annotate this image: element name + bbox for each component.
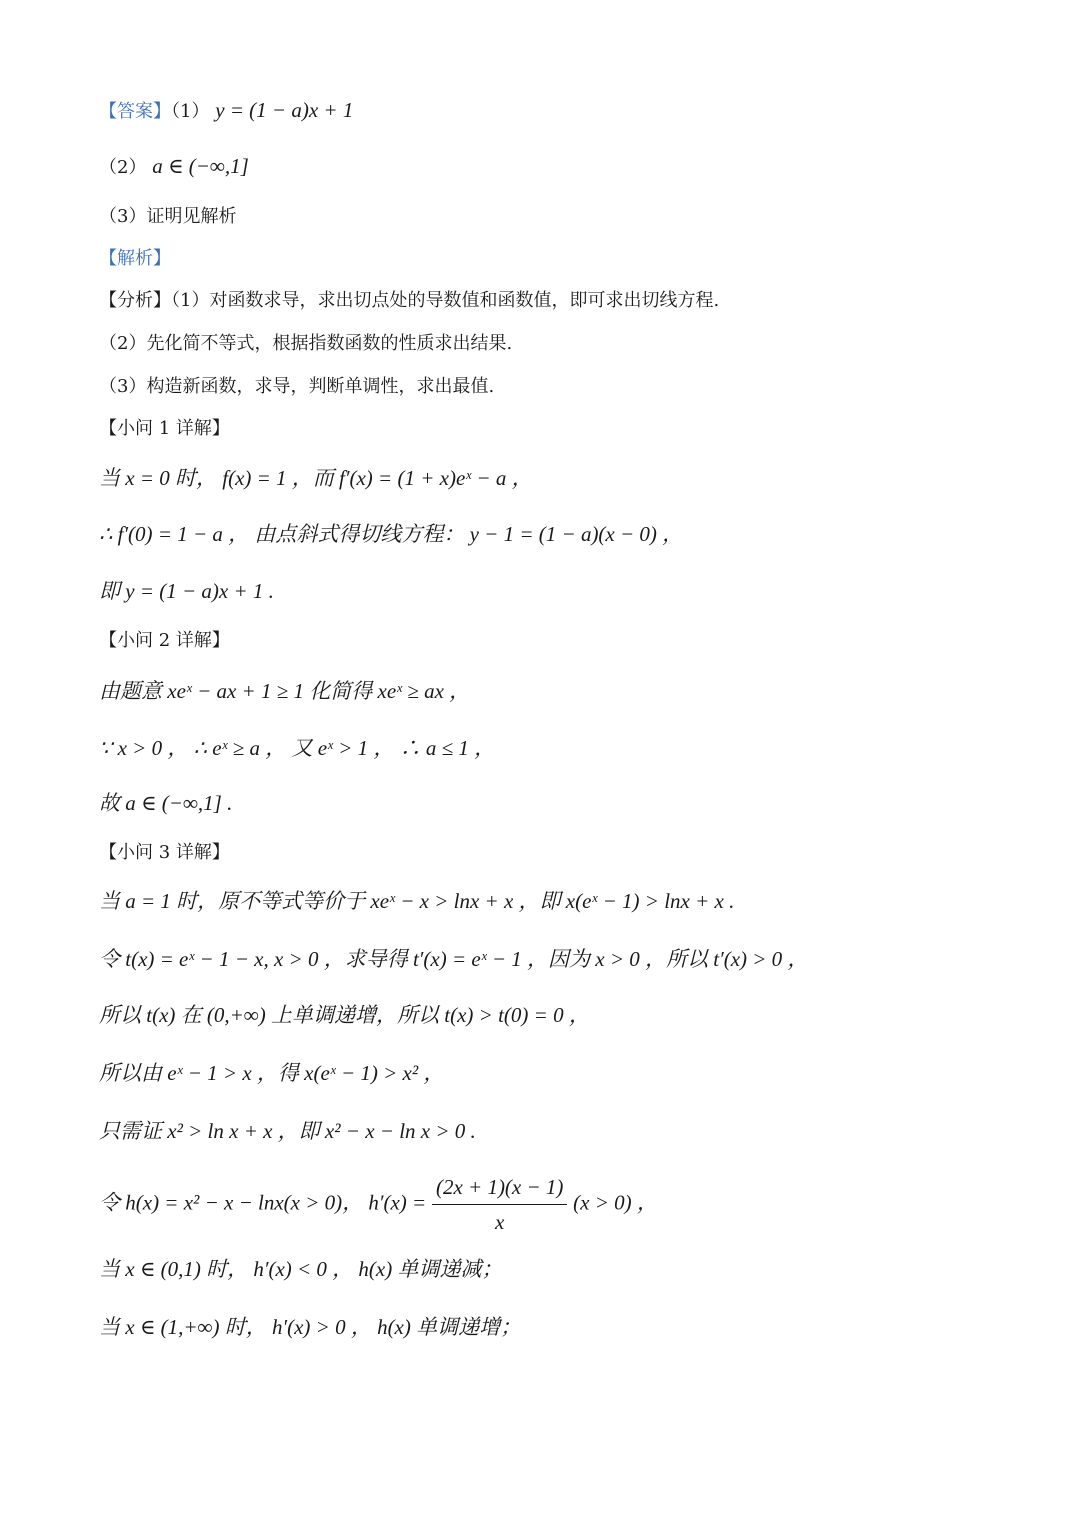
q3-fraction — [432, 1172, 567, 1237]
q3-line-3: 所以 t(x) 在 (0,+∞) 上单调递增，所以 t(x) > t(0) = 0 ， — [99, 1003, 590, 1027]
summary-line-1 — [99, 288, 719, 314]
q3-line-4: 所以由 eˣ − 1 > x ，得 x(eˣ − 1) > x² ， — [99, 1061, 445, 1085]
q3-line-6 — [99, 1172, 658, 1237]
answer-part1-label: （1） — [171, 101, 210, 122]
answer-part1-formula: y = (1 − a)x + 1 — [215, 98, 354, 122]
q3-line-8: 当 x ∈ (1,+∞) 时， h′(x) > 0 ， h(x) 单调递增； — [99, 1315, 522, 1339]
answer-part2-label: （2） — [99, 157, 147, 178]
q1-line-1: 当 x = 0 时， f(x) = 1 ，而 f′(x) = (1 + x)eˣ − a ， — [99, 466, 533, 490]
answer-part2-formula: a ∈ (−∞,1] — [152, 154, 249, 178]
q3-line-7: 当 x ∈ (0,1) 时， h′(x) < 0 ， h(x) 单调递减； — [99, 1257, 503, 1281]
q3-line-1: 当 a = 1 时，原不等式等价于 xeˣ − x > lnx + x ，即 x(eˣ − 1) > lnx + x . — [99, 889, 735, 913]
q2-line-2: ∵ x > 0 ， ∴ eˣ ≥ a ， 又 eˣ > 1 ， ∴ a ≤ 1 ， — [99, 736, 496, 760]
q1-line-2: ∴ f′(0) = 1 − a ， 由点斜式得切线方程： y − 1 = (1 − a)(x − 0) ， — [99, 522, 684, 546]
q2-line-1: 由题意 xeˣ − ax + 1 ≥ 1 化简得 xeˣ ≥ ax ， — [99, 679, 471, 703]
answer-line-2 — [99, 153, 249, 181]
summary-text-1: （1）对函数求导，求出切点处的导数值和函数值，即可求出切线方程. — [171, 290, 720, 311]
q1-heading: 【小问 1 详解】 — [99, 418, 230, 439]
q3-line-2: 令 t(x) = eˣ − 1 − x, x > 0 ，求导得 t′(x) = eˣ − 1 ，因为 x > 0 ，所以 t′(x) > 0 ， — [99, 947, 809, 971]
answer-line-3: （3）证明见解析 — [99, 206, 237, 227]
fraction-numerator: (2x + 1)(x − 1) — [432, 1172, 567, 1205]
q3-heading: 【小问 3 详解】 — [99, 842, 230, 863]
q3-line-5: 只需证 x² > ln x + x ，即 x² − x − ln x > 0 . — [99, 1119, 476, 1143]
fraction-denominator: x — [495, 1210, 505, 1234]
summary-line-2: （2）先化简不等式，根据指数函数的性质求出结果. — [99, 333, 513, 354]
summary-line-3: （3）构造新函数，求导，判断单调性，求出最值. — [99, 376, 495, 397]
q2-heading: 【小问 2 详解】 — [99, 630, 230, 651]
answer-tag: 【答案】 — [99, 101, 171, 122]
q3-line-6-right: (x > 0) ， — [573, 1190, 658, 1215]
q3-line-6-left: 令 h(x) = x² − x − lnx(x > 0)， h′(x) = — [99, 1190, 427, 1215]
analysis-heading: 【解析】 — [99, 248, 171, 269]
answer-line-1 — [99, 97, 353, 125]
q1-line-3: 即 y = (1 − a)x + 1 . — [99, 579, 274, 603]
summary-tag: 【分析】 — [99, 290, 171, 311]
q2-line-3: 故 a ∈ (−∞,1] . — [99, 791, 233, 815]
